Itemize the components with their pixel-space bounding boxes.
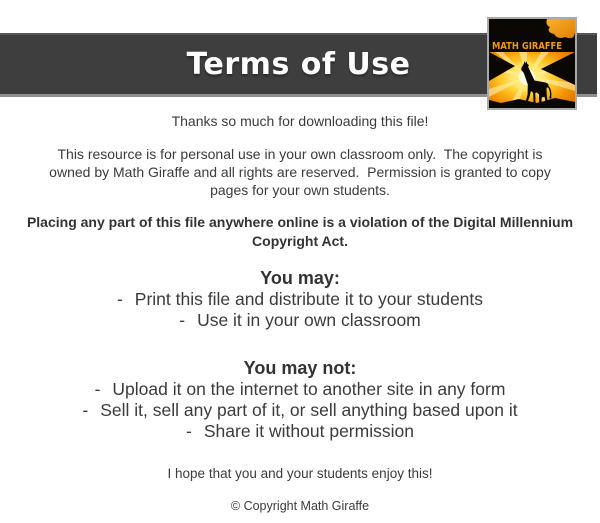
list-item [0,400,600,421]
paragraph-line: This resource is for personal use in your own classroom only. The copyright is [57,146,543,162]
bullet-dash: - [179,309,186,330]
paragraph-line: pages for your own students. [210,182,390,199]
dmca-warning [0,213,600,251]
paragraph-line: owned by Math Giraffe and all rights are reserved. Permission is granted to copy [49,164,551,181]
page-title: Terms of Use [186,47,411,82]
you-may-heading: You may: [260,267,340,288]
list-item-text: Sell it, sell any part of it, or sell anything based upon it [100,399,518,420]
usage-paragraph [0,145,600,200]
list-item-text: Upload it on the internet to another site in any form [112,378,506,399]
bullet-dash: - [94,378,101,399]
bullet-dash: - [186,420,192,441]
enjoy-line: I hope that you and your students enjoy this! [167,465,433,481]
list-item [0,379,600,400]
you-may-not-heading: You may not: [243,357,357,378]
list-item-text: Share it without permission [203,420,414,441]
list-item-text: Use it in your own classroom [197,309,421,330]
bullet-dash: - [82,399,89,420]
copyright-line: © Copyright Math Giraffe [230,498,370,513]
dmca-line: Copyright Act. [252,232,348,249]
list-item [0,310,600,331]
list-item [0,421,600,442]
logo-artwork [489,19,575,108]
thanks-line: Thanks so much for downloading this file! [171,113,429,129]
list-item-text: Print this file and distribute it to your students [134,288,484,309]
list-item [0,289,600,310]
math-giraffe-logo [487,17,577,110]
logo-brand-text: MATH GIRAFFE [492,41,562,52]
dmca-line: Placing any part of this file anywhere online is a violation of the Digital Millennium [26,213,574,230]
bullet-dash: - [116,288,123,309]
document-body [0,112,600,514]
